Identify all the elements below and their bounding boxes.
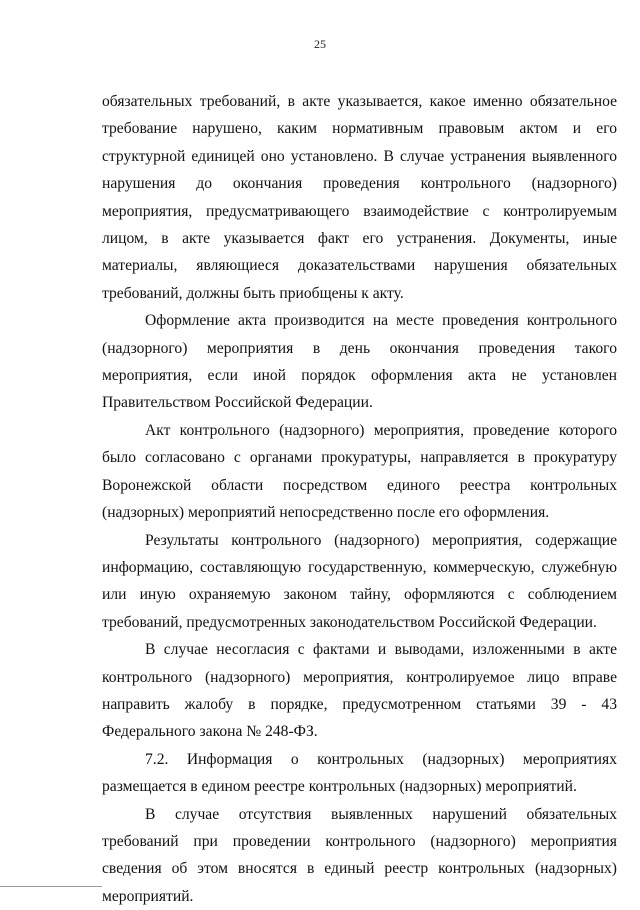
paragraph-5: В случае несогласия с фактами и выводами, изложенными в акте контрольного (надзорного) мероприятия, контролируемое лицо вправе направить жалобу в порядке, предусмотренном статьями 39 - 43 Федерального закона № 248-ФЗ.	[102, 641, 617, 741]
paragraph-3: Акт контрольного (надзорного) мероприятия, проведение которого было согласовано с органами прокуратуры, направляется в прокуратуру Воронежской области посредством единого реестра контрольных (надзорных) мероприятий непосредственно после его оформления.	[102, 421, 617, 522]
paragraph-1: обязательных требований, в акте указывается, какое именно обязательное требование нарушено, каким нормативным правовым актом и его структурной единицей оно установлено. В случае устранения выявленного нарушения до окончания проведения контрольного (надзорного) мероприятия, предусматривающего взаимодействие с контролируемым лицом, в акте указывается факт его устранения. Документы, иные материалы, являющиеся доказательствами нарушения обязательных требований, должны быть приобщены к акту.	[102, 93, 617, 302]
bottom-divider	[0, 886, 102, 887]
paragraph-7: В случае отсутствия выявленных нарушений обязательных требований при проведении контрольного (надзорного) мероприятия сведения об этом вносятся в единый реестр контрольных (надзорных) мероприятий.	[102, 805, 617, 905]
paragraph-4: Результаты контрольного (надзорного) мероприятия, содержащие информацию, составляющую государственную, коммерческую, служебную или иную охраняемую законом тайну, оформляются с соблюдением требований, предусмотренных законодательством Российской Федерации.	[102, 531, 617, 631]
document-body	[102, 88, 617, 910]
page-number: 25	[314, 37, 326, 51]
paragraph-2: Оформление акта производится на месте проведения контрольного (надзорного) мероприятия в день окончания проведения такого мероприятия, если иной порядок оформления акта не установлен Правительством Российской Федерации.	[102, 312, 617, 412]
paragraph-6: 7.2. Информация о контрольных (надзорных) мероприятиях размещается в едином реестре контрольных (надзорных) мероприятий.	[102, 750, 617, 796]
